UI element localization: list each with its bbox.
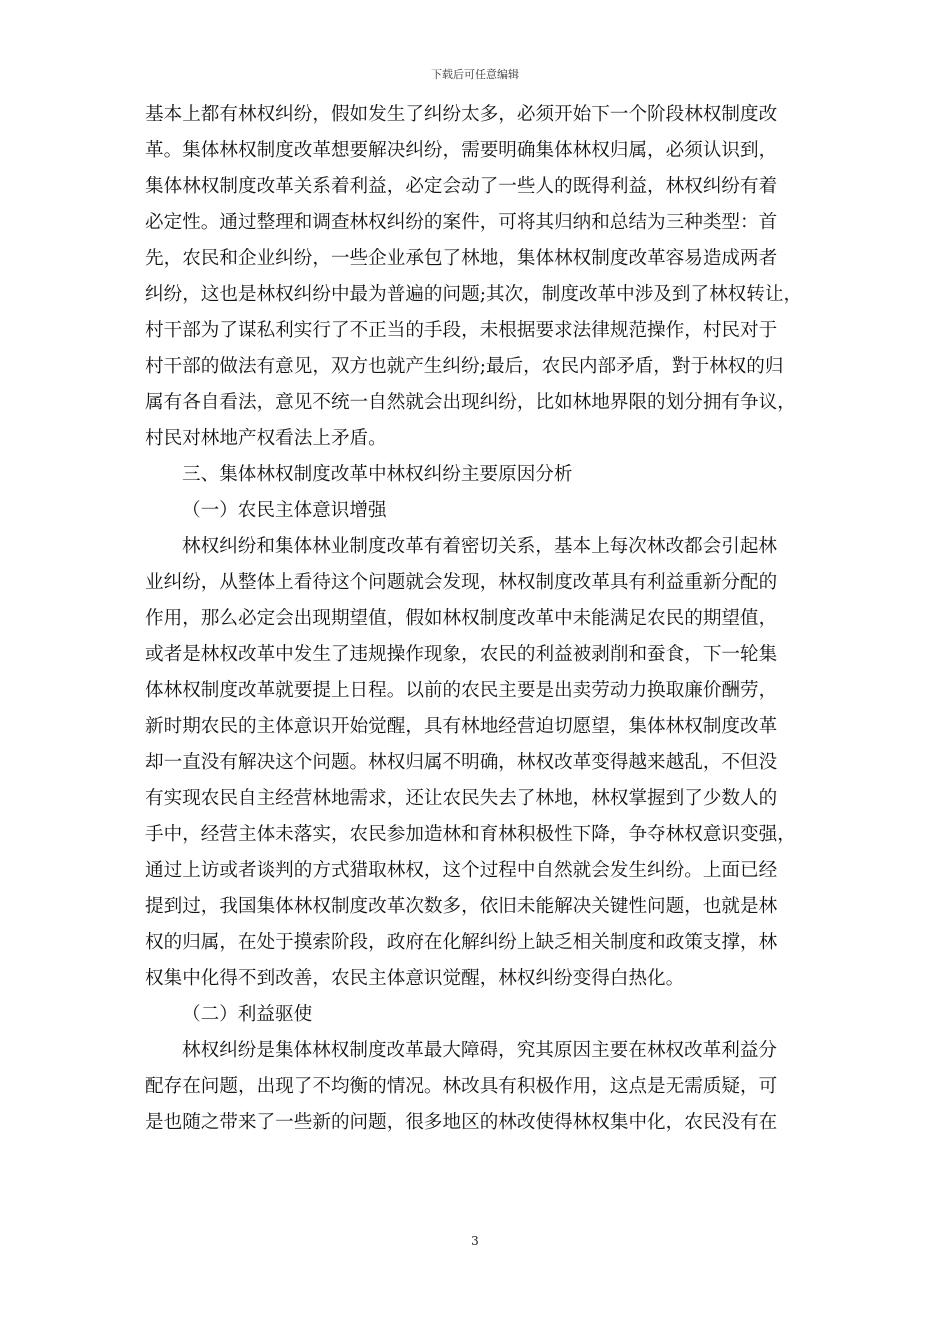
text-line: 村干部为了谋私利实行了不正当的手段，未根据要求法律规范操作，村民对于: [145, 320, 778, 341]
text-line: 必定性。通过整理和调查林权纠纷的案件，可将其归纳和总结为三种类型：首: [145, 212, 778, 233]
subsection-heading: （二）利益驱使: [182, 1004, 313, 1025]
text-line: 村干部的做法有意见，双方也就产生纠纷;最后，农民内部矛盾，對于林权的归: [145, 356, 784, 377]
text-line: 体林权制度改革就要提上日程。以前的农民主要是出卖劳动力换取廉价酬劳，: [145, 680, 778, 701]
text-line: 权集中化得不到改善，农民主体意识觉醒，林权纠纷变得白热化。: [145, 968, 685, 989]
text-line: 手中，经营主体未落实，农民参加造林和育林积极性下降，争夺林权意识变强，: [145, 824, 796, 845]
text-line: 新时期农民的主体意识开始觉醒，具有林地经营迫切愿望，集体林权制度改革: [145, 716, 778, 737]
text-line: 林权纠纷和集体林业制度改革有着密切关系，基本上每次林改都会引起林: [182, 536, 778, 557]
text-line: 或者是林权改革中发生了违规操作现象，农民的利益被剥削和蚕食，下一轮集: [145, 644, 778, 665]
text-line: 权的归属，在处于摸索阶段，政府在化解纠纷上缺乏相关制度和政策支撑，林: [145, 932, 778, 953]
text-line: 有实现农民自主经营林地需求，还让农民失去了林地，林权掌握到了少数人的: [145, 788, 778, 809]
page-number: 3: [471, 1234, 479, 1248]
text-line: 属有各自看法，意见不统一自然就会出现纠纷，比如林地界限的划分拥有争议，: [145, 392, 796, 413]
subsection-heading: （一）农民主体意识增强: [182, 500, 387, 521]
text-line: 村民对林地产权看法上矛盾。: [145, 428, 387, 449]
section-heading: 三、集体林权制度改革中林权纠纷主要原因分析: [182, 464, 573, 485]
text-line: 纠纷，这也是林权纠纷中最为普遍的问题;其次，制度改革中涉及到了林权转让，: [145, 284, 803, 305]
text-line: 是也随之带来了一些新的问题，很多地区的林改使得林权集中化，农民没有在: [145, 1112, 778, 1133]
text-line: 业纠纷，从整体上看待这个问题就会发现，林权制度改革具有利益重新分配的: [145, 572, 778, 593]
text-line: 林权纠纷是集体林权制度改革最大障碍，究其原因主要在林权改革利益分: [182, 1040, 778, 1061]
text-line: 集体林权制度改革关系着利益，必定会动了一些人的既得利益，林权纠纷有着: [145, 176, 778, 197]
text-line: 却一直没有解决这个问题。林权归属不明确，林权改革变得越来越乱，不但没: [145, 752, 778, 773]
text-line: 先，农民和企业纠纷，一些企业承包了林地，集体林权制度改革容易造成两者: [145, 248, 778, 269]
text-line: 通过上访或者谈判的方式猎取林权，这个过程中自然就会发生纠纷。上面已经: [145, 860, 778, 881]
page-header: 下载后可任意编辑: [431, 68, 519, 81]
text-line: 作用，那么必定会出现期望值，假如林权制度改革中未能满足农民的期望值，: [145, 608, 778, 629]
text-line: 配存在问题，出现了不均衡的情况。林改具有积极作用，这点是无需质疑，可: [145, 1076, 778, 1097]
text-line: 基本上都有林权纠纷，假如发生了纠纷太多，必须开始下一个阶段林权制度改: [145, 104, 778, 125]
text-line: 提到过，我国集体林权制度改革次数多，依旧未能解决关键性问题，也就是林: [145, 896, 778, 917]
text-line: 革。集体林权制度改革想要解决纠纷，需要明确集体林权归属，必须认识到，: [145, 140, 778, 161]
